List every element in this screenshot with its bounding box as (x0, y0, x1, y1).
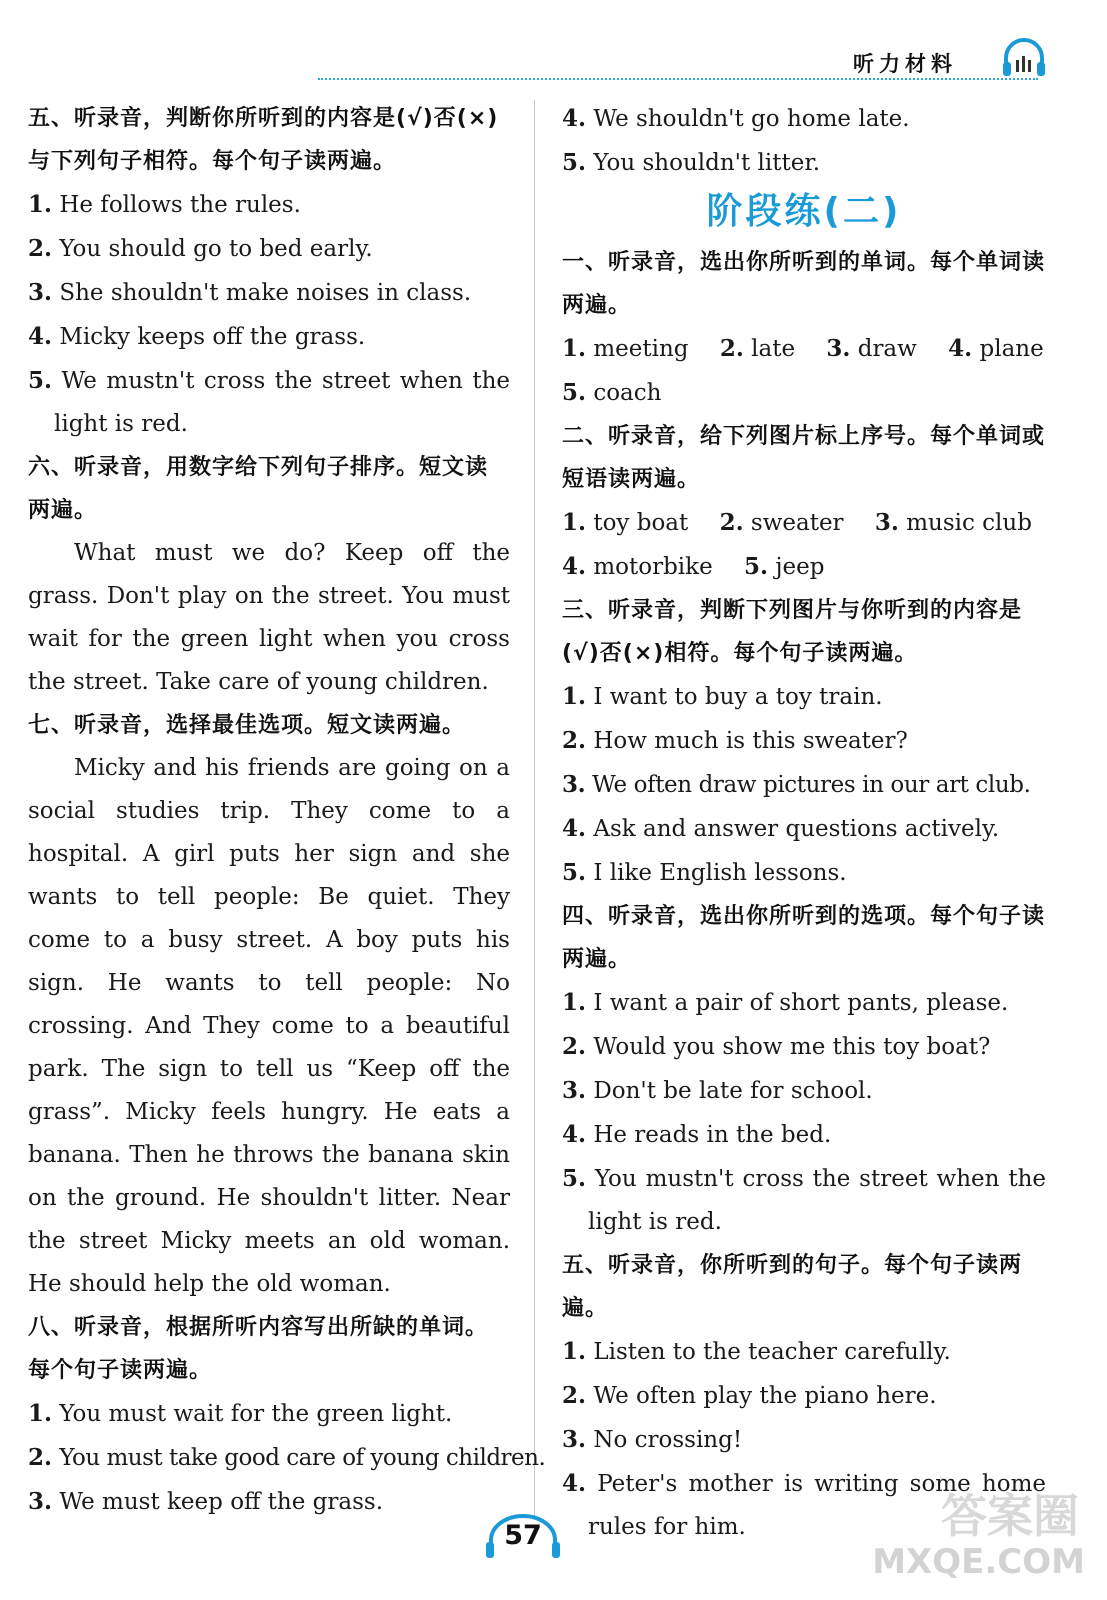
word-row (562, 371, 1046, 415)
watermark (872, 1470, 1085, 1590)
word-item: 4. motorbike (562, 553, 713, 580)
section-heading: 二、听录音，给下列图片标上序号。每个单词或短语读两遍。 (562, 424, 1046, 492)
right-column (562, 97, 1046, 1549)
word-item: 5. jeep (744, 553, 825, 580)
list-item: 5. I like English lessons. (562, 859, 847, 886)
page-number-badge (483, 1512, 563, 1562)
list-item: 3. Don't be late for school. (562, 1077, 873, 1104)
column-divider (534, 100, 535, 1520)
list-item (28, 227, 510, 271)
left-column (28, 97, 546, 1524)
item-text: We mustn't cross the street when the light is red. (54, 368, 510, 437)
list-item (562, 97, 1046, 141)
passage-text: What must we do? Keep off the grass. Don't play on the street. You must wait for the green light when you cross the street. Take care of young children. (28, 540, 510, 695)
word-item: 2. sweater (719, 509, 844, 536)
item-text: He follows the rules. (59, 192, 301, 218)
list-item: 3. We often draw pictures in our art club. (562, 771, 1031, 798)
list-item (28, 1480, 510, 1524)
item-number: 4. (28, 323, 53, 350)
list-item (28, 315, 510, 359)
section-heading: 八、听录音，根据所听内容写出所缺的单词。每个句子读两遍。 (28, 1315, 489, 1383)
section-heading: 五、听录音，你所听到的句子。每个句子读两遍。 (562, 1253, 1023, 1321)
item-number: 4. (562, 105, 587, 132)
list-item (28, 359, 510, 446)
item-number: 3. (28, 279, 53, 306)
section-heading: 七、听录音，选择最佳选项。短文读两遍。 (28, 713, 466, 738)
word-item: 3. music club (874, 509, 1032, 536)
word-item: 5. coach (562, 379, 662, 406)
list-item: 4. Ask and answer questions actively. (562, 815, 1000, 842)
headphones-icon (1001, 38, 1047, 78)
item-text: She shouldn't make noises in class. (59, 280, 472, 306)
item-text: We shouldn't go home late. (593, 106, 910, 132)
item-text: You shouldn't litter. (593, 150, 821, 176)
item-number: 5. (28, 367, 53, 394)
list-item (28, 1392, 510, 1436)
watermark-logo-text: 答案圈 (941, 1489, 1079, 1543)
list-item: 1. I want to buy a toy train. (562, 683, 883, 710)
page-header (0, 38, 1107, 88)
item-number: 2. (28, 235, 53, 262)
item-text: You must wait for the green light. (59, 1401, 453, 1427)
section-heading: 一、听录音，选出你所听到的单词。每个单词读两遍。 (562, 250, 1046, 318)
word-item: 4. plane (948, 335, 1044, 362)
section-heading: 六、听录音，用数字给下列句子排序。短文读两遍。 (28, 455, 489, 523)
list-item: 2. We often play the piano here. (562, 1382, 937, 1409)
list-item: 1. I want a pair of short pants, please. (562, 989, 1009, 1016)
list-item (28, 1436, 546, 1480)
list-item: 4. He reads in the bed. (562, 1121, 832, 1148)
item-text: We must keep off the grass. (59, 1489, 384, 1515)
item-number: 5. (562, 149, 587, 176)
word-item: 3. draw (826, 335, 917, 362)
item-number: 1. (28, 1400, 53, 1427)
word-row (562, 327, 1046, 371)
word-item: 1. meeting (562, 335, 689, 362)
watermark-url: MXQE.COM (872, 1542, 1085, 1582)
section-heading: 四、听录音，选出你所听到的选项。每个句子读两遍。 (562, 904, 1046, 972)
list-item: 4. Peter's mother is writing some home rules for him. (562, 1470, 1047, 1540)
item-text: You must take good care of young children. (59, 1445, 546, 1471)
list-item (28, 183, 510, 227)
list-item (562, 141, 1046, 185)
item-text: Micky keeps off the grass. (59, 324, 366, 350)
header-dotted-rule (318, 78, 1038, 80)
word-item: 2. late (719, 335, 796, 362)
list-item: 2. Would you show me this toy boat? (562, 1033, 991, 1060)
stage-title: 阶段练(二) (706, 191, 902, 232)
list-item: 5. You mustn't cross the street when the light is red. (562, 1165, 1046, 1235)
word-row (562, 545, 1046, 589)
passage-text: Micky and his friends are going on a social studies trip. They come to a hospital. A girl puts her sign and she wants to tell people: Be quiet. They come to a busy street. A boy puts his sign. He wants to tell people: No crossing. And They come to a beautiful park. The sign to tell us “Keep off the grass”. Micky feels hungry. He eats a banana. Then he throws the banana skin on the ground. He shouldn't litter. Near the street Micky meets an old woman. He should help the old woman. (28, 755, 510, 1297)
header-title: 听力材料 (853, 52, 957, 76)
item-number: 1. (28, 191, 53, 218)
item-number: 2. (28, 1444, 53, 1471)
item-text: You should go to bed early. (59, 236, 373, 262)
list-item: 2. How much is this sweater? (562, 727, 908, 754)
list-item: 3. No crossing! (562, 1426, 743, 1453)
word-row (562, 501, 1046, 545)
section-heading: 五、听录音，判断你所听到的内容是(√)否(×)与下列句子相符。每个句子读两遍。 (28, 106, 499, 174)
section-heading: 三、听录音，判断下列图片与你听到的内容是(√)否(×)相符。每个句子读两遍。 (562, 598, 1023, 666)
word-item: 1. toy boat (562, 509, 689, 536)
list-item: 1. Listen to the teacher carefully. (562, 1338, 951, 1365)
page-number: 57 (504, 1520, 542, 1551)
item-number: 3. (28, 1488, 53, 1515)
list-item (28, 271, 510, 315)
